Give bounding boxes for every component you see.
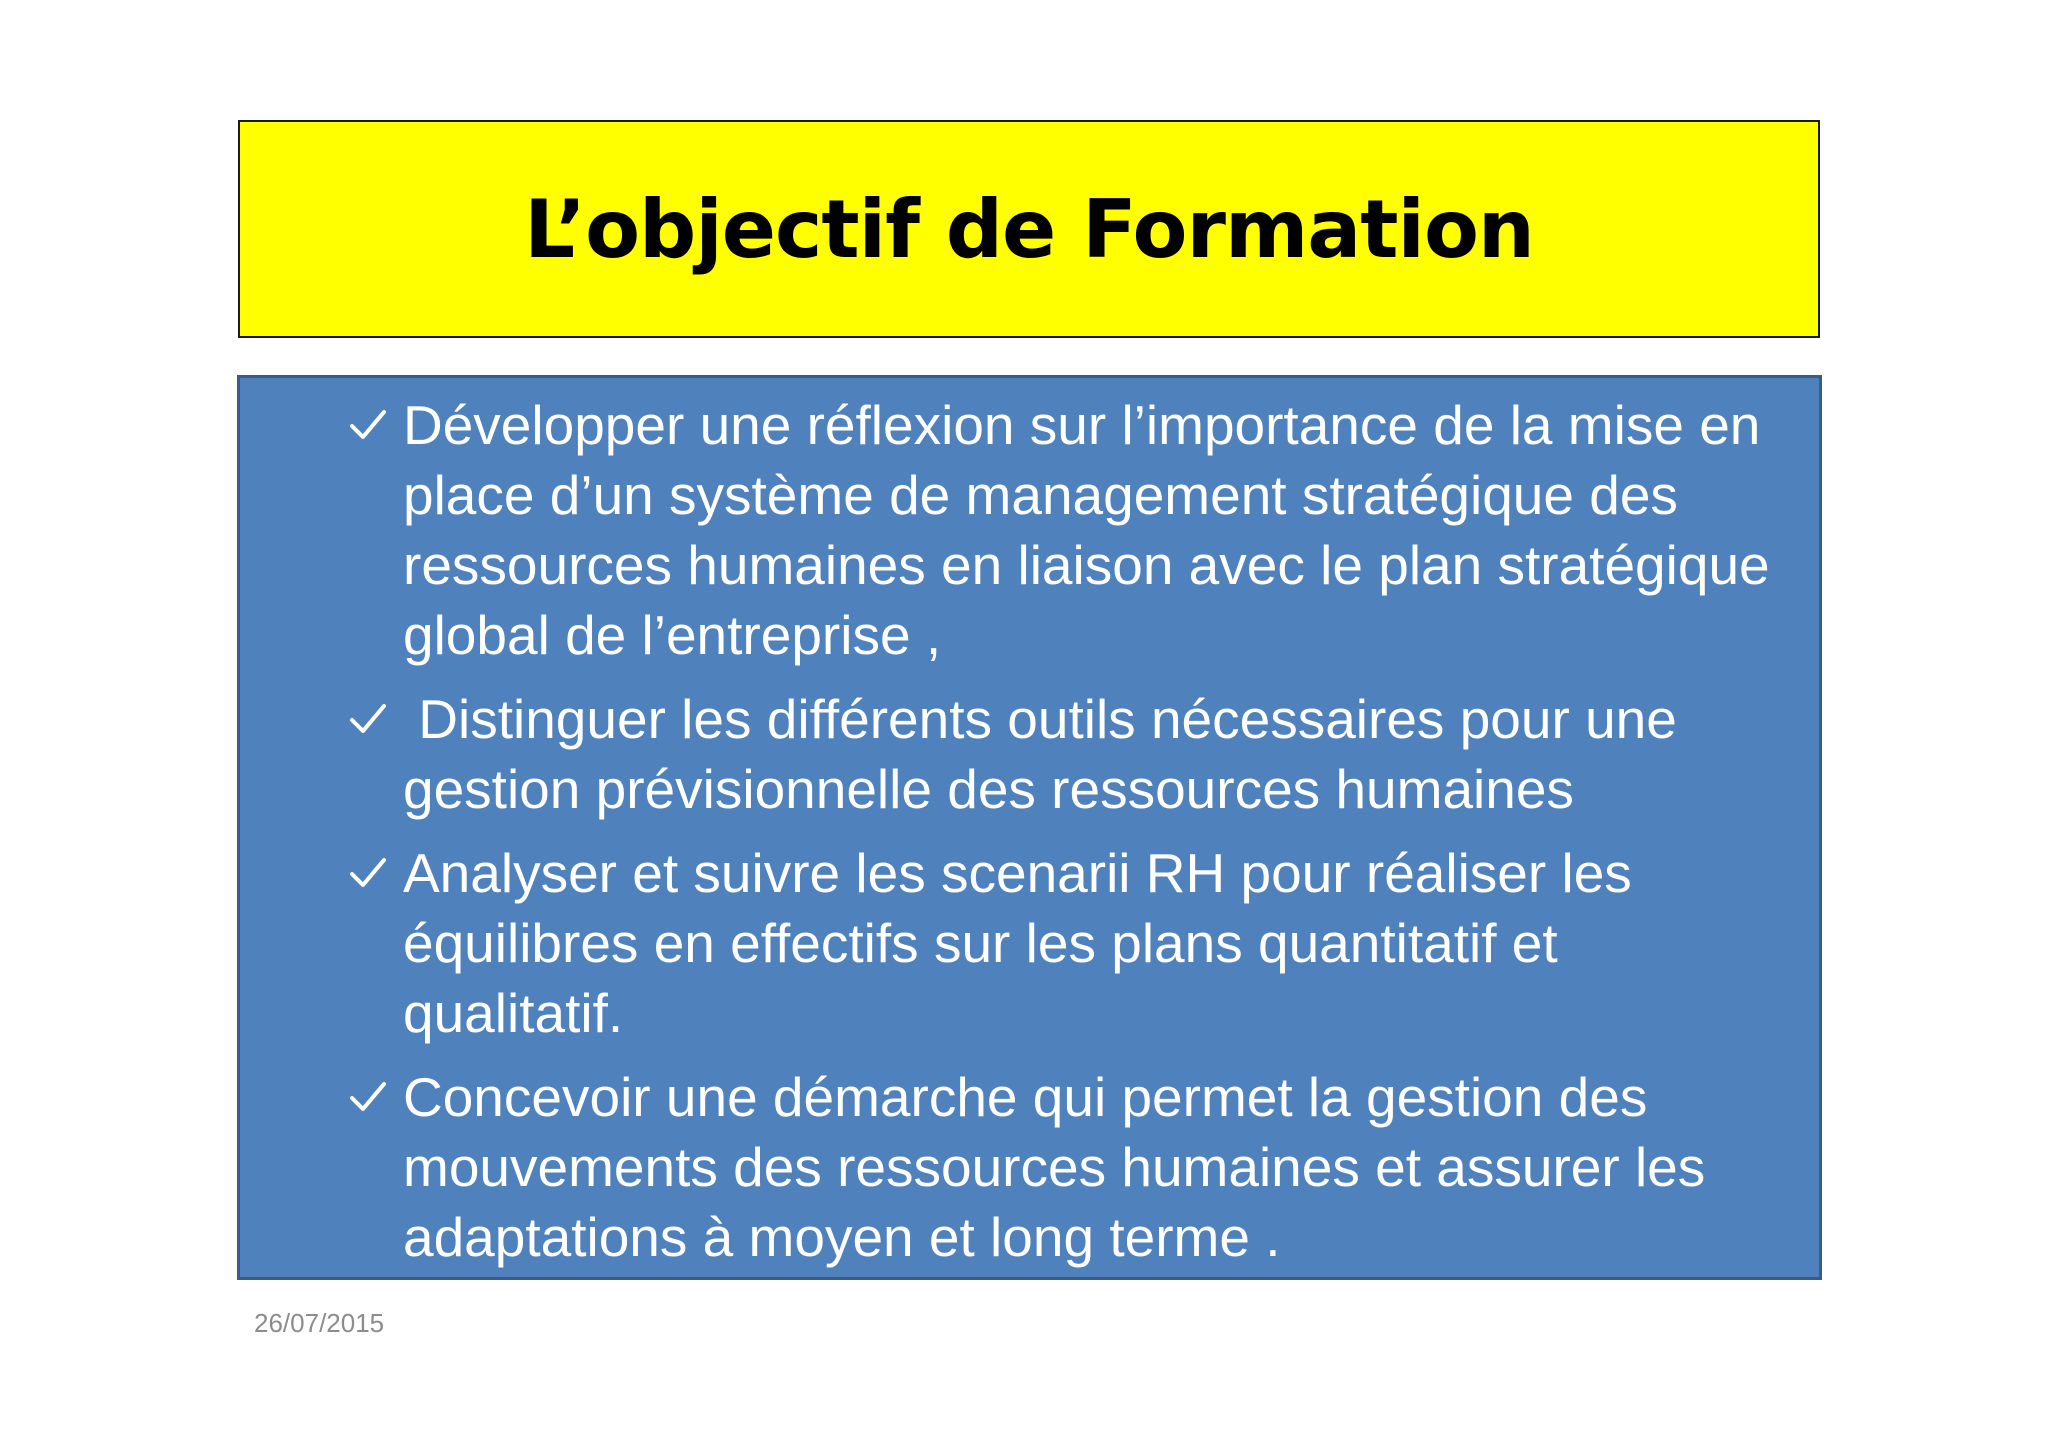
objectives-list <box>347 390 1787 1286</box>
checkmark-icon <box>347 838 391 908</box>
title-banner <box>238 120 1820 338</box>
objective-text: Concevoir une démarche qui permet la gestion des mouvements des ressources humaines et assurer les adaptations à moyen et long terme . <box>403 1066 1706 1268</box>
checkmark-icon <box>347 390 391 460</box>
objective-text: Développer une réflexion sur l’importance de la mise en place d’un système de management stratégique des ressources humaines en liaison avec le plan stratégique global de l’entreprise , <box>403 394 1770 666</box>
objective-item <box>347 684 1787 824</box>
objective-text: Analyser et suivre les scenarii RH pour réaliser les équilibres en effectifs sur les plans quantitatif et qualitatif. <box>403 842 1632 1044</box>
checkmark-icon <box>347 1062 391 1132</box>
objective-text: Distinguer les différents outils nécessaires pour une gestion prévisionnelle des ressources humaines <box>403 688 1693 820</box>
objective-item <box>347 1062 1787 1272</box>
objective-item <box>347 390 1787 670</box>
objective-item <box>347 838 1787 1048</box>
footer-date: 26/07/2015 <box>254 1308 385 1338</box>
slide-title: L’objectif de Formation <box>524 182 1534 276</box>
checkmark-icon <box>347 684 391 754</box>
objectives-panel <box>237 375 1822 1280</box>
